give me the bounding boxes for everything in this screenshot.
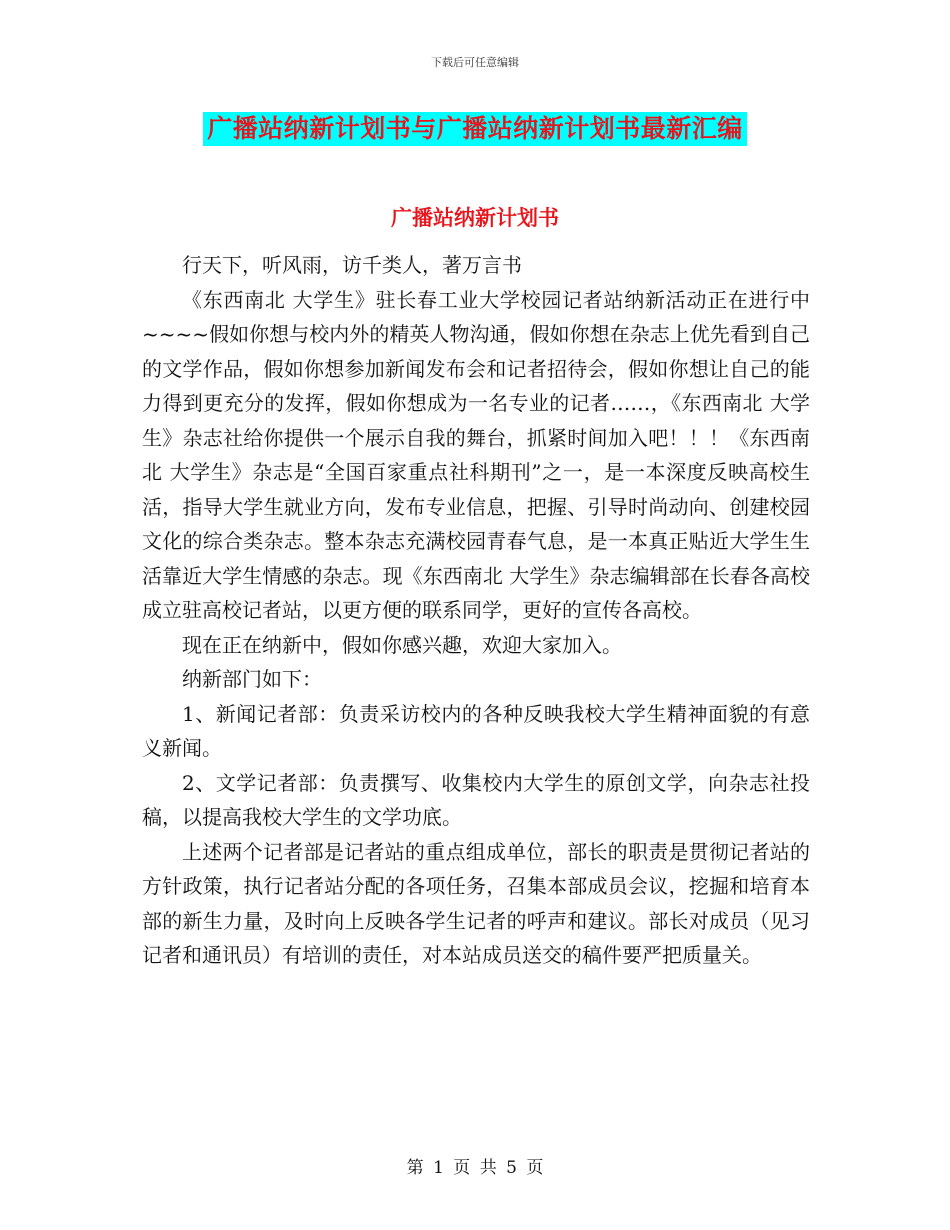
paragraph: 2、文学记者部：负责撰写、收集校内大学生的原创文学，向杂志社投稿，以提高我校大学生的文学功底。 bbox=[142, 770, 810, 829]
paragraph: 1、新闻记者部：负责采访校内的各种反映我校大学生精神面貌的有意义新闻。 bbox=[142, 701, 810, 760]
paragraph: 纳新部门如下： bbox=[182, 667, 322, 691]
paragraph: 行天下，听风雨，访千类人，著万言书 bbox=[182, 253, 522, 277]
paragraph: 《东西南北 大学生》驻长春工业大学校园记者站纳新活动正在进行中~~~~假如你想与校内外的精英人物沟通，假如你想在杂志上优先看到自己的文学作品，假如你想参加新闻发布会和记者招待会，假如你想让自己的能力得到更充分的发挥，假如你想成为一名专业的记者……，《东西南北 大学生》杂志社给你提供一个展示自我的舞台，抓紧时间加入吧！！！《东西南北 大学生》杂志是“全国百家重点社科期刊”之一，是一本深度反映高校生活，指导大学生就业方向，发布专业信息，把握、引导时尚动向、创建校园文化的综合类杂志。整本杂志充满校园青春气息，是一本真正贴近大学生生活靠近大学生情感的杂志。现《东西南北 大学生》杂志编辑部在长春各高校成立驻高校记者站，以更方便的联系同学，更好的宣传各高校。 bbox=[142, 287, 810, 622]
paragraph: 上述两个记者部是记者站的重点组成单位，部长的职责是贯彻记者站的方针政策，执行记者站分配的各项任务，召集本部成员会议，挖掘和培育本部的新生力量，及时向上反映各学生记者的呼声和建议。部长对成员（见习记者和通讯员）有培训的责任，对本站成员送交的稿件要严把质量关。 bbox=[142, 839, 810, 967]
paragraph: 现在正在纳新中，假如你感兴趣，欢迎大家加入。 bbox=[182, 632, 622, 657]
header-note: 下载后可任意编辑 bbox=[431, 56, 519, 69]
main-title: 广播站纳新计划书与广播站纳新计划书最新汇编 bbox=[203, 112, 747, 146]
document-body bbox=[142, 248, 810, 973]
section-title: 广播站纳新计划书 bbox=[391, 206, 559, 230]
main-title-container bbox=[0, 112, 950, 146]
page-number-footer: 第 1 页 共 5 页 bbox=[406, 1158, 544, 1178]
